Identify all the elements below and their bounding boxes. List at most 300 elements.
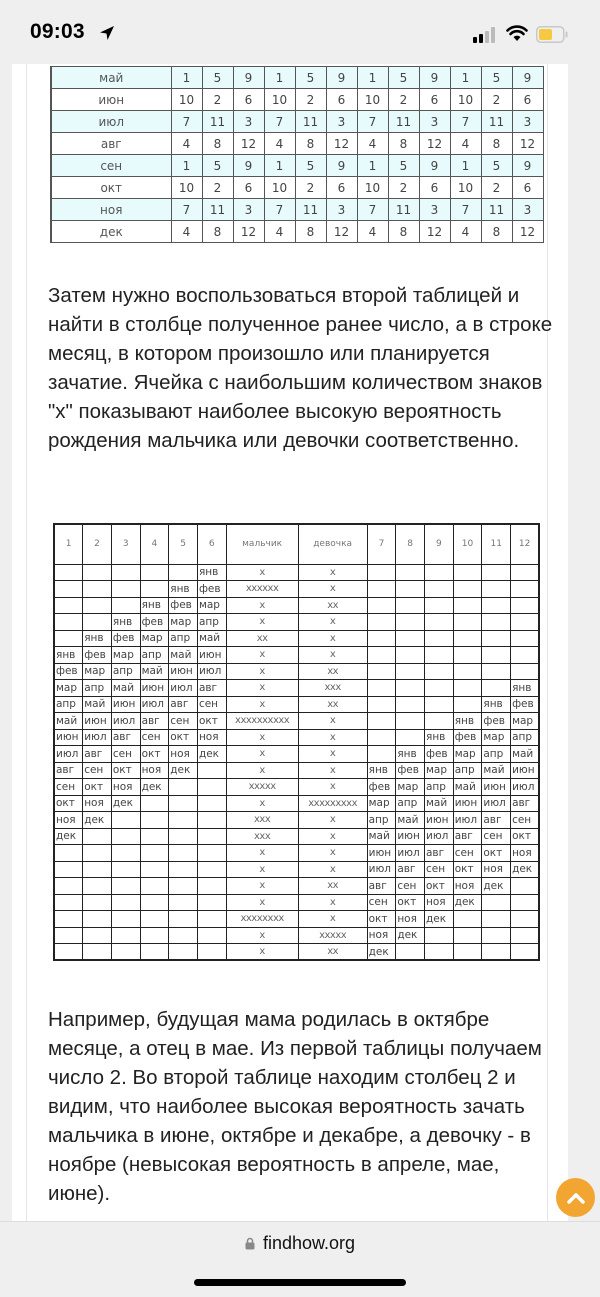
month-cell xyxy=(140,927,169,944)
month-cell xyxy=(511,564,540,581)
month-cell xyxy=(54,878,83,895)
month-cell xyxy=(425,647,454,664)
month-cell: авг xyxy=(396,861,425,878)
table2-header-cell: 3 xyxy=(111,524,140,564)
table1-cell: 5 xyxy=(295,67,326,89)
month-cell xyxy=(140,812,169,829)
month-cell xyxy=(453,581,482,598)
table1-cell: 12 xyxy=(512,133,543,155)
month-cell: июл xyxy=(425,828,454,845)
month-cell: янв xyxy=(367,762,396,779)
table1-cell: 9 xyxy=(326,155,357,177)
table2-row xyxy=(54,762,539,779)
month-cell xyxy=(482,894,511,911)
table1-cell: 12 xyxy=(419,133,450,155)
month-cell xyxy=(482,597,511,614)
girl-probability-cell: xx xyxy=(298,944,367,961)
month-cell: мар xyxy=(83,663,112,680)
month-cell xyxy=(140,828,169,845)
month-cell xyxy=(140,894,169,911)
table1-cell: 2 xyxy=(388,89,419,111)
month-cell xyxy=(425,597,454,614)
browser-address-bar[interactable] xyxy=(0,1221,600,1297)
table1-cell: 2 xyxy=(481,89,512,111)
table1-cell: 9 xyxy=(512,67,543,89)
table1-row xyxy=(51,155,543,177)
table1-cell: 7 xyxy=(450,111,481,133)
table1-cell: 6 xyxy=(512,177,543,199)
scroll-to-top-button[interactable] xyxy=(556,1178,595,1217)
month-cell xyxy=(197,894,226,911)
month-cell: дек xyxy=(169,762,198,779)
table1-cell: 9 xyxy=(233,67,264,89)
month-cell xyxy=(197,795,226,812)
month-cell xyxy=(197,878,226,895)
table1-cell: 4 xyxy=(450,133,481,155)
month-cell xyxy=(453,564,482,581)
table1-cell: 12 xyxy=(233,133,264,155)
table1-cell: 4 xyxy=(264,221,295,243)
month-cell: сен xyxy=(482,828,511,845)
home-indicator[interactable] xyxy=(194,1279,406,1286)
month-cell: июл xyxy=(197,663,226,680)
month-cell: июн xyxy=(169,663,198,680)
table1-cell: 11 xyxy=(388,199,419,221)
month-cell: июл xyxy=(140,696,169,713)
month-cell: июл xyxy=(367,861,396,878)
boy-probability-cell: x xyxy=(226,696,298,713)
table1-cell: 1 xyxy=(357,67,388,89)
month-cell xyxy=(425,663,454,680)
table2-header-cell: 7 xyxy=(367,524,396,564)
month-cell xyxy=(140,795,169,812)
table1-cell: 10 xyxy=(264,89,295,111)
girl-probability-cell: x xyxy=(298,812,367,829)
month-cell: июн xyxy=(453,795,482,812)
table1-cell: 2 xyxy=(481,177,512,199)
month-cell xyxy=(140,878,169,895)
boy-probability-cell: x xyxy=(226,597,298,614)
month-cell: июл xyxy=(111,713,140,730)
month-cell: июн xyxy=(482,779,511,796)
month-cell xyxy=(396,647,425,664)
month-cell xyxy=(482,630,511,647)
month-cell: авг xyxy=(453,828,482,845)
month-cell: янв xyxy=(54,647,83,664)
month-cell: фев xyxy=(396,762,425,779)
month-cell: окт xyxy=(453,861,482,878)
month-cell xyxy=(140,861,169,878)
girl-probability-cell: xx xyxy=(298,663,367,680)
month-cell: май xyxy=(425,795,454,812)
month-cell xyxy=(482,581,511,598)
url-text: findhow.org xyxy=(262,1233,356,1253)
month-cell: мар xyxy=(425,762,454,779)
table1-cell: 9 xyxy=(326,67,357,89)
month-cell xyxy=(111,911,140,928)
month-cell xyxy=(396,581,425,598)
table1-cell: 12 xyxy=(326,221,357,243)
month-cell: фев xyxy=(425,746,454,763)
month-cell xyxy=(367,581,396,598)
month-cell xyxy=(482,614,511,631)
table1-cell: 6 xyxy=(233,177,264,199)
month-cell xyxy=(83,894,112,911)
month-cell xyxy=(197,861,226,878)
month-cell: сен xyxy=(396,878,425,895)
month-cell: сен xyxy=(425,861,454,878)
month-cell: окт xyxy=(367,911,396,928)
month-cell: янв xyxy=(83,630,112,647)
month-cell xyxy=(367,746,396,763)
month-cell: апр xyxy=(511,729,540,746)
table1-row xyxy=(51,177,543,199)
month-cell xyxy=(453,630,482,647)
month-label: июн xyxy=(51,89,171,111)
month-cell xyxy=(425,927,454,944)
table1-cell: 5 xyxy=(481,67,512,89)
month-cell: фев xyxy=(83,647,112,664)
month-cell: июн xyxy=(425,812,454,829)
month-cell xyxy=(83,861,112,878)
table2-row xyxy=(54,795,539,812)
month-cell: фев xyxy=(453,729,482,746)
table2-header-cell: 8 xyxy=(396,524,425,564)
month-cell xyxy=(396,564,425,581)
table2-header-cell: 9 xyxy=(425,524,454,564)
table1-cell: 9 xyxy=(419,155,450,177)
table1-cell: 3 xyxy=(512,111,543,133)
month-cell: апр xyxy=(169,630,198,647)
month-cell: сен xyxy=(169,713,198,730)
table2-row xyxy=(54,663,539,680)
month-cell: янв xyxy=(482,696,511,713)
url-display[interactable] xyxy=(0,1233,600,1254)
table1-cell: 8 xyxy=(481,221,512,243)
girl-probability-cell: x xyxy=(298,713,367,730)
boy-probability-cell: xxxxxxxx xyxy=(226,911,298,928)
month-cell xyxy=(197,911,226,928)
month-cell xyxy=(511,581,540,598)
table1-cell: 6 xyxy=(512,89,543,111)
month-cell xyxy=(54,927,83,944)
month-cell: июл xyxy=(482,795,511,812)
month-cell xyxy=(83,564,112,581)
girl-probability-cell: x xyxy=(298,894,367,911)
month-cell: июл xyxy=(511,779,540,796)
table1-cell: 8 xyxy=(202,133,233,155)
table2-row xyxy=(54,746,539,763)
month-cell xyxy=(140,845,169,862)
month-cell xyxy=(197,927,226,944)
month-cell: фев xyxy=(511,696,540,713)
table1-cell: 3 xyxy=(419,199,450,221)
table1-cell: 10 xyxy=(357,89,388,111)
month-cell xyxy=(169,779,198,796)
month-cell xyxy=(396,944,425,961)
month-cell xyxy=(511,894,540,911)
month-cell: сен xyxy=(367,894,396,911)
month-cell xyxy=(54,630,83,647)
month-cell xyxy=(453,680,482,697)
month-cell xyxy=(367,696,396,713)
month-cell xyxy=(169,812,198,829)
month-cell: янв xyxy=(453,713,482,730)
table1-cell: 7 xyxy=(450,199,481,221)
month-cell: авг xyxy=(83,746,112,763)
table1-cell: 3 xyxy=(326,111,357,133)
table1-cell: 7 xyxy=(357,199,388,221)
girl-probability-cell: xx xyxy=(298,597,367,614)
table1-row xyxy=(51,89,543,111)
girl-probability-cell: x xyxy=(298,779,367,796)
month-cell xyxy=(169,894,198,911)
month-cell: янв xyxy=(111,614,140,631)
month-cell xyxy=(367,647,396,664)
month-cell: янв xyxy=(169,581,198,598)
table1-cell: 1 xyxy=(171,67,202,89)
month-cell: сен xyxy=(511,812,540,829)
month-label: май xyxy=(51,67,171,89)
table1-cell: 3 xyxy=(233,111,264,133)
month-cell: май xyxy=(396,812,425,829)
month-cell xyxy=(54,564,83,581)
month-cell xyxy=(511,630,540,647)
table1-cell: 7 xyxy=(264,111,295,133)
table1-cell: 6 xyxy=(233,89,264,111)
month-cell xyxy=(367,597,396,614)
table1-cell: 6 xyxy=(419,89,450,111)
month-cell: окт xyxy=(197,713,226,730)
month-cell: окт xyxy=(482,845,511,862)
month-cell xyxy=(169,564,198,581)
month-cell: сен xyxy=(453,845,482,862)
month-cell xyxy=(83,581,112,598)
month-cell xyxy=(169,878,198,895)
table1-cell: 9 xyxy=(233,155,264,177)
table1-cell: 11 xyxy=(388,111,419,133)
table2-row xyxy=(54,647,539,664)
month-cell: сен xyxy=(197,696,226,713)
month-cell: сен xyxy=(83,762,112,779)
table1-cell: 4 xyxy=(171,133,202,155)
month-cell: янв xyxy=(511,680,540,697)
boy-probability-cell: x xyxy=(226,894,298,911)
table1-cell: 3 xyxy=(419,111,450,133)
location-arrow-icon xyxy=(98,24,116,42)
table2-row xyxy=(54,861,539,878)
table1-cell: 1 xyxy=(264,155,295,177)
table1-cell: 8 xyxy=(388,221,419,243)
table2-header-cell: 10 xyxy=(453,524,482,564)
month-cell xyxy=(83,828,112,845)
table1-cell: 12 xyxy=(326,133,357,155)
month-cell: май xyxy=(140,663,169,680)
month-cell: май xyxy=(111,680,140,697)
month-cell xyxy=(169,861,198,878)
month-cell xyxy=(511,944,540,961)
month-cell: мар xyxy=(367,795,396,812)
month-cell xyxy=(453,597,482,614)
month-cell xyxy=(111,828,140,845)
table1-cell: 8 xyxy=(388,133,419,155)
table1-cell: 2 xyxy=(295,89,326,111)
month-cell xyxy=(111,564,140,581)
table1-cell: 3 xyxy=(233,199,264,221)
month-cell xyxy=(453,647,482,664)
month-cell: ноя xyxy=(54,812,83,829)
table1-row xyxy=(51,67,543,89)
table2-row xyxy=(54,614,539,631)
table2-row xyxy=(54,812,539,829)
boy-probability-cell: x xyxy=(226,878,298,895)
month-cell xyxy=(367,713,396,730)
table1-cell: 10 xyxy=(264,177,295,199)
month-cell: апр xyxy=(367,812,396,829)
month-cell xyxy=(111,878,140,895)
table1-row xyxy=(51,199,543,221)
month-cell xyxy=(111,927,140,944)
month-cell: ноя xyxy=(396,911,425,928)
month-cell: май xyxy=(453,779,482,796)
gender-probability-table xyxy=(53,523,540,961)
table2-row xyxy=(54,944,539,961)
table1-cell: 4 xyxy=(264,133,295,155)
month-cell xyxy=(140,944,169,961)
month-cell xyxy=(453,927,482,944)
instruction-paragraph: Затем нужно воспользоваться второй таблицей и найти в столбце полученное ранее число, а в строке месяц, в котором произошло или планируется зачатие. Ячейка с наибольшим количеством знаков "x" показывают наиболее высокую вероятность рождения мальчика или девочки соответственно. xyxy=(48,284,553,452)
month-cell: окт xyxy=(511,828,540,845)
girl-probability-cell: x xyxy=(298,845,367,862)
table2-header-cell: 12 xyxy=(511,524,540,564)
month-cell xyxy=(367,564,396,581)
month-cell: окт xyxy=(54,795,83,812)
month-cell: авг xyxy=(367,878,396,895)
table2-row xyxy=(54,845,539,862)
girl-probability-cell: x xyxy=(298,911,367,928)
table2-row xyxy=(54,713,539,730)
month-cell: мар xyxy=(453,746,482,763)
month-cell: ноя xyxy=(425,894,454,911)
table1-cell: 1 xyxy=(171,155,202,177)
table1-cell: 12 xyxy=(233,221,264,243)
month-cell xyxy=(169,795,198,812)
status-time: 09:03 xyxy=(30,20,85,43)
month-cell xyxy=(482,944,511,961)
table1-row xyxy=(51,133,543,155)
boy-probability-cell: x xyxy=(226,795,298,812)
month-cell xyxy=(511,597,540,614)
month-cell: дек xyxy=(197,746,226,763)
boy-probability-cell: x xyxy=(226,944,298,961)
month-cell: ноя xyxy=(169,746,198,763)
table1-cell: 6 xyxy=(419,177,450,199)
table1-cell: 3 xyxy=(326,199,357,221)
month-cell xyxy=(111,581,140,598)
month-label: ноя xyxy=(51,199,171,221)
boy-probability-cell: x xyxy=(226,729,298,746)
month-cell: янв xyxy=(140,597,169,614)
month-cell: июн xyxy=(83,713,112,730)
month-cell: май xyxy=(169,647,198,664)
month-cell xyxy=(54,911,83,928)
month-cell xyxy=(83,878,112,895)
month-cell: ноя xyxy=(197,729,226,746)
table2-row xyxy=(54,927,539,944)
month-cell: дек xyxy=(425,911,454,928)
month-cell: июн xyxy=(367,845,396,862)
month-cell: сен xyxy=(54,779,83,796)
month-cell xyxy=(83,845,112,862)
table2-row xyxy=(54,894,539,911)
table1-cell: 10 xyxy=(171,89,202,111)
month-cell: ноя xyxy=(140,762,169,779)
table1-cell: 8 xyxy=(202,221,233,243)
month-cell xyxy=(482,911,511,928)
month-cell xyxy=(54,861,83,878)
month-cell: мар xyxy=(169,614,198,631)
table1-cell: 5 xyxy=(295,155,326,177)
month-cell xyxy=(197,828,226,845)
chevron-up-icon xyxy=(566,1191,586,1205)
table1-cell: 11 xyxy=(481,111,512,133)
month-cell xyxy=(511,927,540,944)
month-cell xyxy=(111,894,140,911)
month-cell: июн xyxy=(140,680,169,697)
month-cell xyxy=(396,663,425,680)
month-cell xyxy=(482,927,511,944)
month-cell: июл xyxy=(453,812,482,829)
month-cell xyxy=(511,878,540,895)
month-cell: июн xyxy=(111,696,140,713)
table2-row xyxy=(54,779,539,796)
month-label: дек xyxy=(51,221,171,243)
month-cell xyxy=(169,944,198,961)
month-cell xyxy=(54,581,83,598)
month-cell xyxy=(482,680,511,697)
month-cell xyxy=(425,564,454,581)
month-cell xyxy=(83,614,112,631)
month-cell xyxy=(425,614,454,631)
month-cell: мар xyxy=(197,597,226,614)
month-cell: июн xyxy=(511,762,540,779)
month-cell xyxy=(453,663,482,680)
month-cell: апр xyxy=(453,762,482,779)
table1-cell: 2 xyxy=(388,177,419,199)
month-cell xyxy=(111,861,140,878)
month-cell: мар xyxy=(140,630,169,647)
table1-cell: 11 xyxy=(202,111,233,133)
month-cell xyxy=(511,911,540,928)
table1-cell: 10 xyxy=(450,89,481,111)
month-cell xyxy=(367,680,396,697)
table1-cell: 1 xyxy=(450,155,481,177)
month-cell: май xyxy=(197,630,226,647)
boy-probability-cell: x xyxy=(226,762,298,779)
girl-probability-cell: x xyxy=(298,729,367,746)
month-cell xyxy=(425,713,454,730)
month-cell xyxy=(197,812,226,829)
month-cell: ноя xyxy=(83,795,112,812)
table2-header-cell: девочка xyxy=(298,524,367,564)
status-bar xyxy=(0,0,600,64)
month-cell xyxy=(367,630,396,647)
month-cell xyxy=(396,630,425,647)
table1-cell: 11 xyxy=(481,199,512,221)
table2-row xyxy=(54,597,539,614)
table1-cell: 11 xyxy=(295,199,326,221)
boy-probability-cell: xxx xyxy=(226,828,298,845)
